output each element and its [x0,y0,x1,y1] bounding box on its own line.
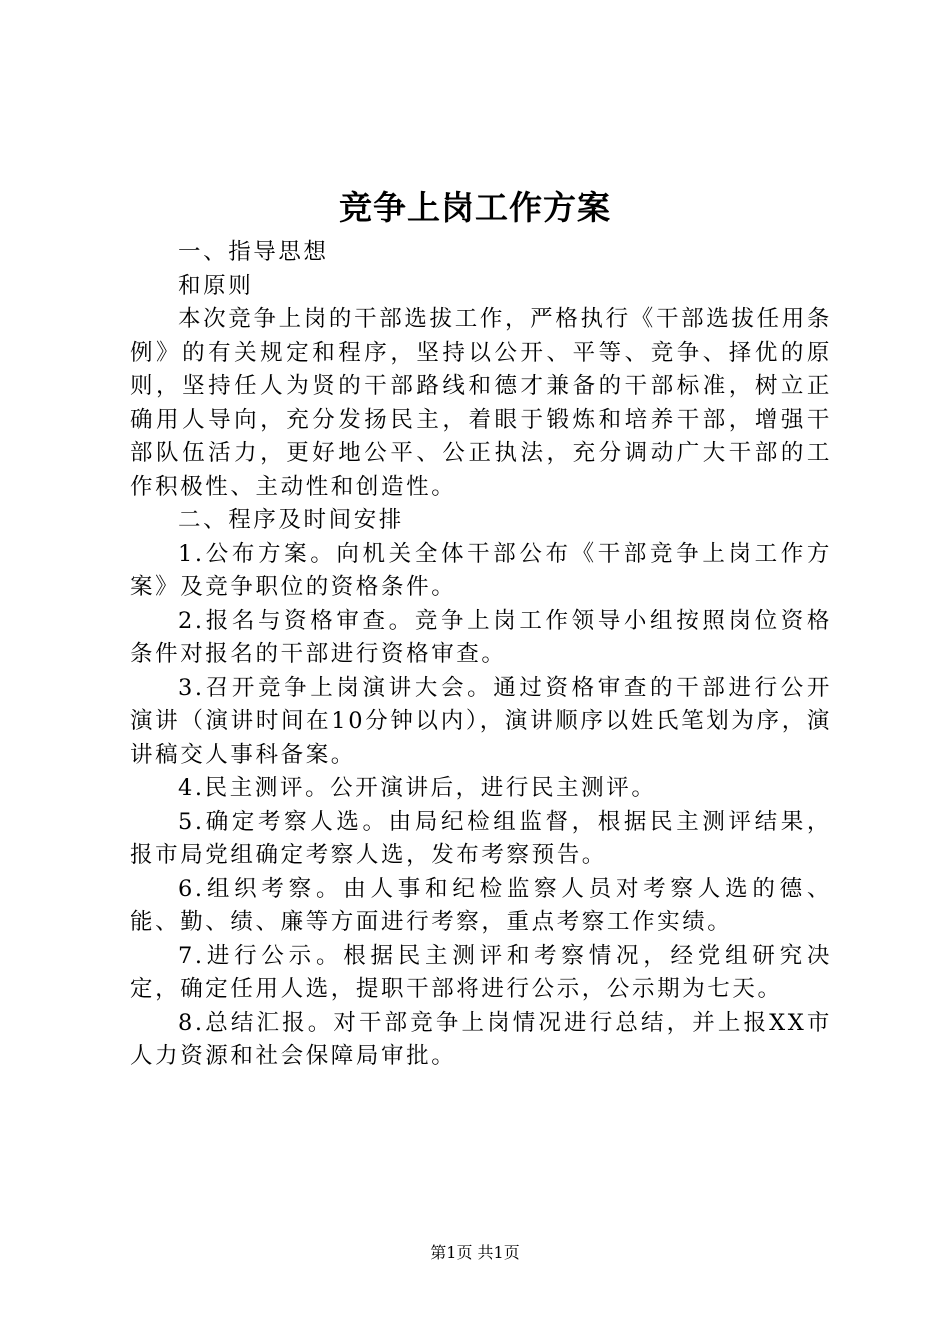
section-heading-procedure: 二、程序及时间安排 [178,507,404,533]
section-heading-continuation: 和原则 [178,272,254,299]
step-item-8: 8.总结汇报。对干部竞争上岗情况进行总结，并上报XX市人力资源和社会保障局审批。 [130,1009,832,1069]
document-body [130,236,832,1074]
step-item-5: 5.确定考察人选。由局纪检组监督，根据民主测评结果，报市局党组确定考察人选，发布考察预告。 [130,808,832,868]
step-item-4: 4.民主测评。公开演讲后，进行民主测评。 [178,775,657,801]
paragraph-principles: 本次竞争上岗的干部选拔工作，严格执行《干部选拔任用条例》的有关规定和程序，坚持以公开、平等、竞争、择优的原则，坚持任人为贤的干部路线和德才兼备的干部标准，树立正确用人导向，充分发扬民主，着眼于锻炼和培养干部，增强干部队伍活力，更好地公平、公正执法，充分调动广大干部的工作积极性、主动性和创造性。 [130,306,832,500]
document-title: 竞争上岗工作方案 [339,188,611,227]
step-item-7: 7.进行公示。根据民主测评和考察情况，经党组研究决定，确定任用人选，提职干部将进行公示，公示期为七天。 [130,942,832,1002]
page-footer: 第1页 共1页 [430,1243,520,1262]
section-heading-guiding-ideology: 一、指导思想 [178,239,329,265]
step-item-6: 6.组织考察。由人事和纪检监察人员对考察人选的德、能、勤、绩、廉等方面进行考察，重点考察工作实绩。 [130,875,832,935]
step-item-2: 2.报名与资格审查。竞争上岗工作领导小组按照岗位资格条件对报名的干部进行资格审查。 [130,607,832,667]
step-item-1: 1.公布方案。向机关全体干部公布《干部竞争上岗工作方案》及竞争职位的资格条件。 [130,540,832,600]
step-item-3: 3.召开竞争上岗演讲大会。通过资格审查的干部进行公开演讲（演讲时间在10分钟以内），演讲顺序以姓氏笔划为序，演讲稿交人事科备案。 [130,674,832,768]
